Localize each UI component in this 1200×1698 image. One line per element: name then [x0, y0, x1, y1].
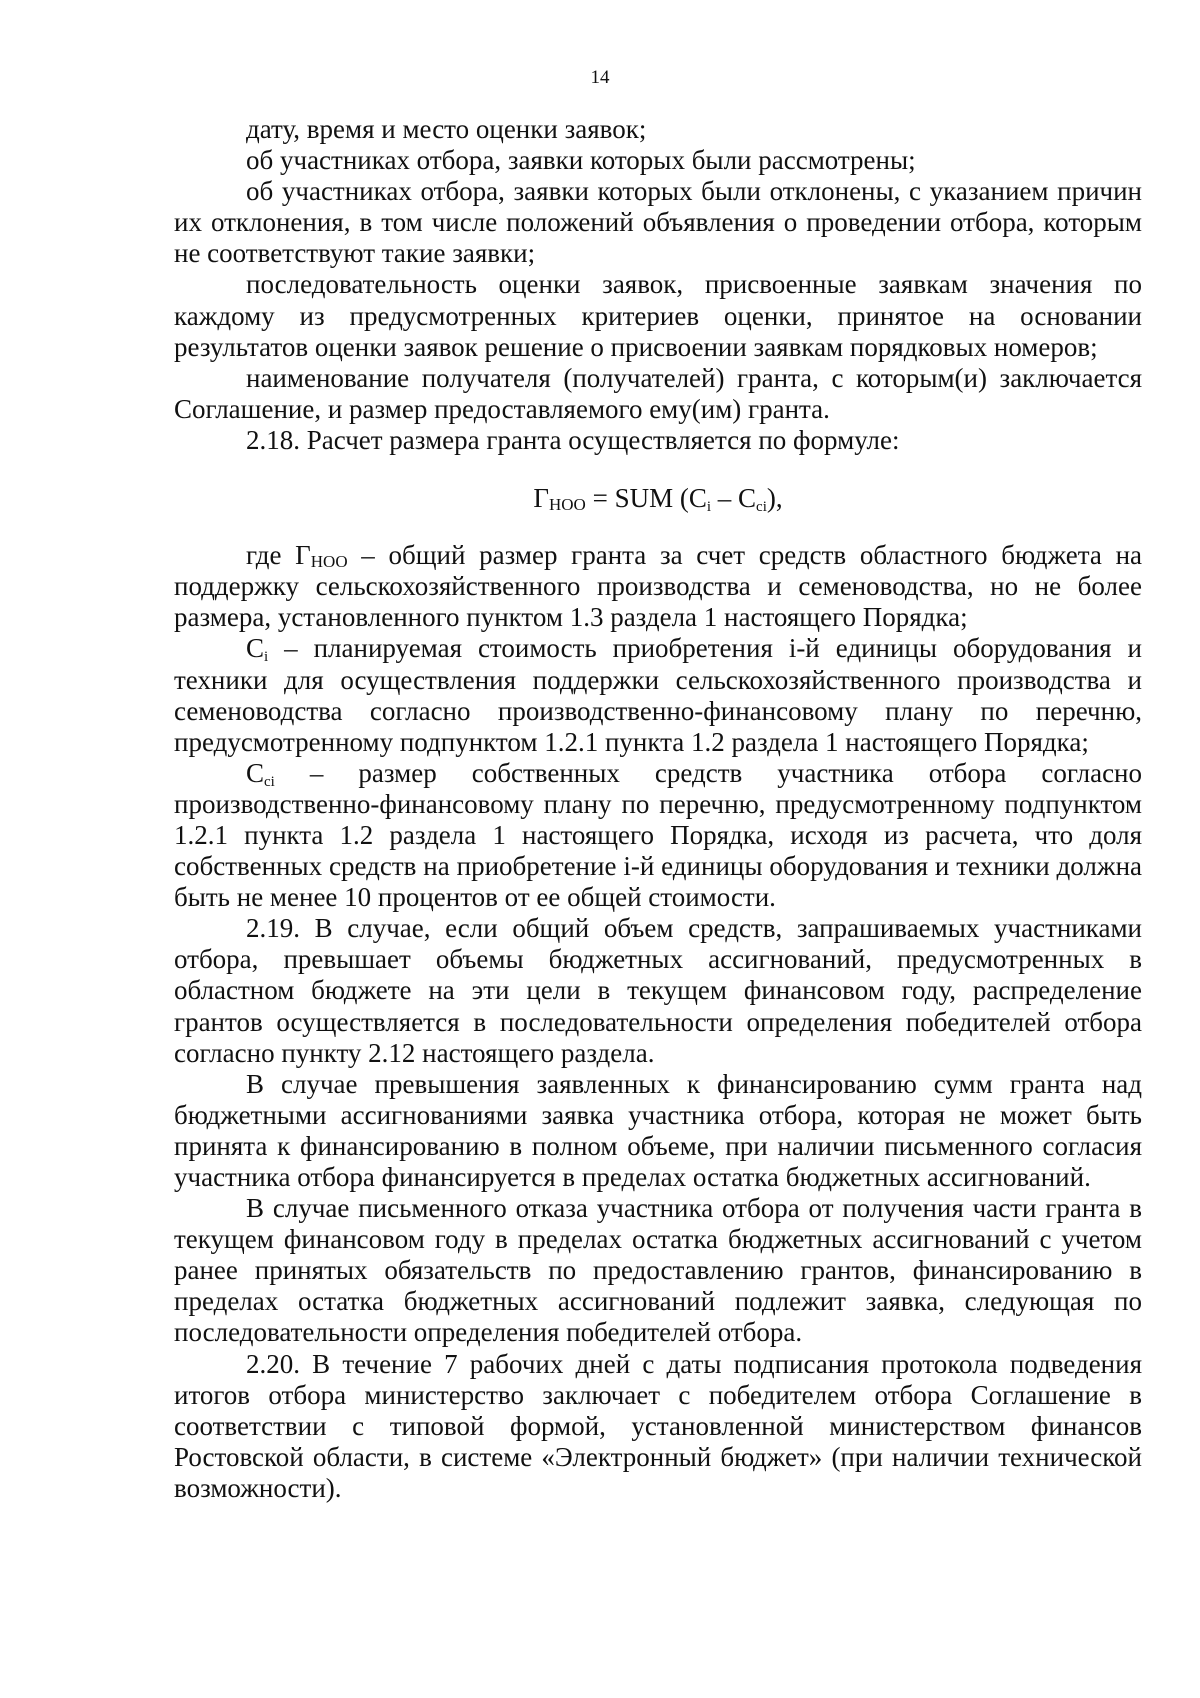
paragraph: 2.20. В течение 7 рабочих дней с даты подписания протокола подведения итогов отбора министерство заключает с победителем отбора Соглашение в соответствии с типовой формой, установленной министерством финансов Ростовской области, в системе «Электронный бюджет» (при наличии технической возможности). — [174, 1348, 1142, 1503]
definition-g-prefix: где Г — [246, 540, 311, 571]
formula-lhs-subscript: НОО — [549, 495, 586, 515]
definition-ci — [174, 633, 1142, 757]
definition-cci-text: – размер собственных средств участника отбора согласно производственно-финансовому плану по перечню, предусмотренному подпунктом 1.2.1 пункта 1.2 раздела 1 настоящего Порядка, исходя из расчета, что доля собственных средств на приобретение i-й единицы оборудования и техники должна быть не менее 10 процентов от ее общей стоимости. — [174, 757, 1142, 913]
formula-end: ), — [766, 483, 783, 514]
paragraph: об участниках отбора, заявки которых были отклонены, с указанием причин их отклонения, в том числе положений объявления о проведении отбора, которым не соответствуют такие заявки; — [174, 176, 1142, 269]
formula-eq: = SUM (С — [585, 483, 707, 514]
definition-g — [174, 540, 1142, 633]
definition-cci — [174, 758, 1142, 913]
paragraph: В случае превышения заявленных к финансированию сумм гранта над бюджетными ассигнованиями заявка участника отбора, которая не может быть принята к финансированию в полном объеме, при наличии письменного согласия участника отбора финансируется в пределах остатка бюджетных ассигнований. — [174, 1068, 1142, 1192]
paragraph: 2.18. Расчет размера гранта осуществляется по формуле: — [246, 424, 900, 455]
formula-ci-subscript: i — [706, 499, 712, 516]
paragraph: В случае письменного отказа участника отбора от получения части гранта в текущем финансовом году в пределах остатка бюджетных ассигнований с учетом ранее принятых обязательств по предоставлению грантов, финансированию в пределах остатка бюджетных ассигнований подлежит заявка, следующая по последовательности определения победителей отбора. — [174, 1193, 1142, 1348]
definition-g-subscript: НОО — [310, 552, 348, 572]
formula-cci-subscript: ci — [756, 499, 767, 516]
document-body — [174, 114, 1142, 1504]
paragraph: об участниках отбора, заявки которых были рассмотрены; — [246, 145, 916, 176]
definition-ci-subscript: i — [264, 649, 269, 666]
paragraph: 2.19. В случае, если общий объем средств, запрашиваемых участниками отбора, превышает объемы бюджетных ассигнований, предусмотренных в областном бюджете на эти цели в текущем финансовом году, распределение грантов осуществляется в последовательности определения победителей отбора согласно пункту 2.12 настоящего раздела. — [174, 913, 1142, 1068]
definition-cci-prefix: С — [246, 757, 265, 788]
definition-cci-subscript: ci — [264, 773, 275, 790]
page-number: 14 — [590, 67, 610, 88]
paragraph: дату, время и место оценки заявок; — [246, 114, 647, 144]
definition-g-text: – общий размер гранта за счет средств областного бюджета на поддержку сельскохозяйственного производства и семеноводства, но не более размера, установленного пунктом 1.3 раздела 1 настоящего Порядка; — [174, 540, 1143, 633]
formula-minus: – С — [711, 483, 757, 514]
paragraph: наименование получателя (получателей) гранта, с которым(и) заключается Соглашение, и размер предоставляемого ему(им) гранта. — [174, 362, 1142, 424]
grant-formula — [174, 483, 1142, 514]
formula-lhs: Г — [533, 483, 549, 514]
definition-ci-prefix: С — [246, 633, 265, 664]
paragraph: последовательность оценки заявок, присвоенные заявкам значения по каждому из предусмотренных критериев оценки, принятое на основании результатов оценки заявок решение о присвоении заявкам порядковых номеров; — [174, 269, 1142, 362]
definition-ci-text: – планируемая стоимость приобретения i-й единицы оборудования и техники для осуществления поддержки сельскохозяйственного производства и семеноводства согласно производственно-финансовому плану по перечню, предусмотренному подпунктом 1.2.1 пункта 1.2 раздела 1 настоящего Порядка; — [174, 633, 1142, 757]
